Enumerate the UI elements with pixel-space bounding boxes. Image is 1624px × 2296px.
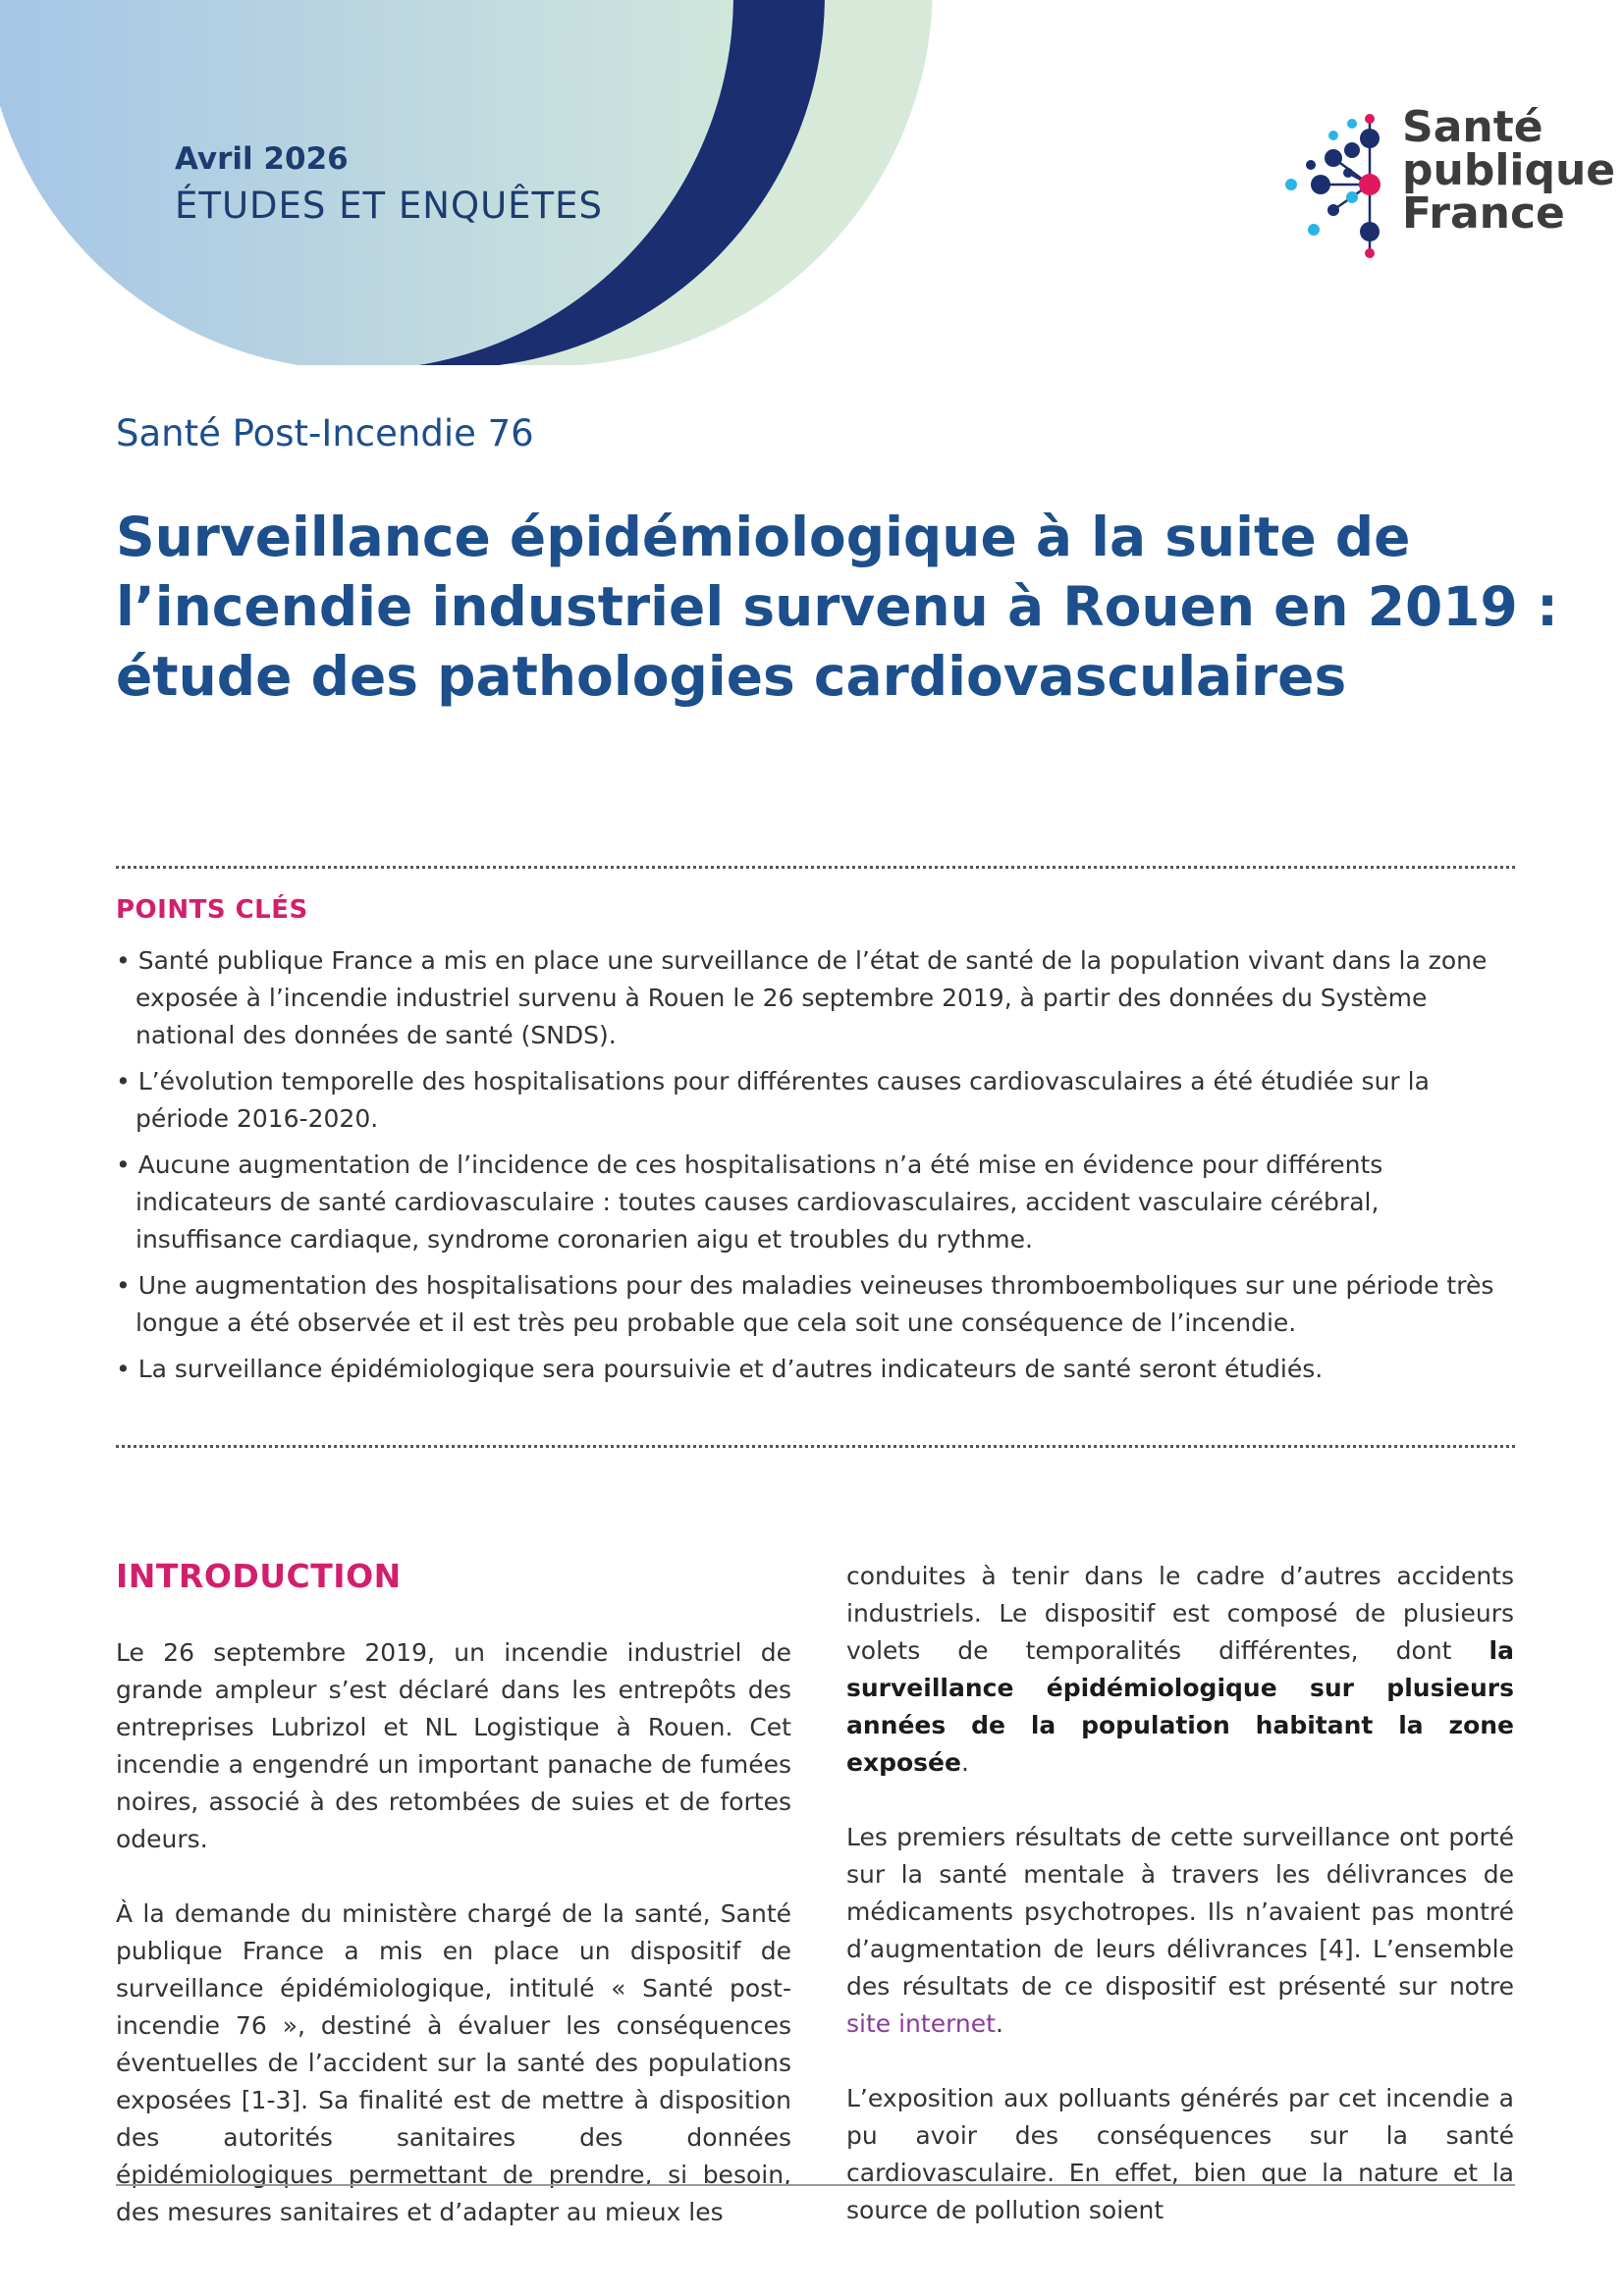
logo-wordmark: [1402, 102, 1616, 239]
intro-p3-end: .: [960, 1748, 969, 1777]
series-title: Santé Post-Incendie 76: [116, 412, 534, 454]
key-points-top-divider: [116, 866, 1515, 869]
introduction-heading: INTRODUCTION: [116, 1557, 402, 1595]
intro-paragraph-4: [846, 1819, 1514, 2043]
intro-p4-text: Les premiers résultats de cette surveillance ont porté sur la santé mentale à travers les délivrances de médicaments psychotropes. Ils n’avaient pas montré d’augmentation de leurs délivrances [4]. L’ensemble des résultats de ce dispositif est présenté sur notre: [846, 1823, 1514, 2001]
key-points-bottom-divider: [116, 1445, 1515, 1448]
logo-line-3: France: [1402, 188, 1565, 239]
title-line-1: Surveillance épidémiologique à la suite de: [116, 506, 1411, 568]
page-title: [116, 503, 1558, 712]
logo-line-1: Santé: [1402, 102, 1543, 152]
intro-paragraph-3: [846, 1558, 1514, 1782]
key-point-item: • L’évolution temporelle des hospitalisations pour différentes causes cardiovasculaires a été étudiée sur la période 2016-2020.: [116, 1063, 1525, 1138]
website-link[interactable]: site internet: [846, 2009, 996, 2038]
title-line-3: étude des pathologies cardiovasculaires: [116, 645, 1347, 708]
network-dots-icon: [1276, 104, 1414, 271]
key-point-item: • Une augmentation des hospitalisations pour des maladies veineuses thromboemboliques sur une période très longue a été observée et il est très peu probable que cela soit une conséquence de l’incendie.: [116, 1267, 1525, 1342]
intro-p3-emphasis: la surveillance épidémiologique sur plusieurs années de la population habitant la zone exposée: [846, 1636, 1514, 1777]
introduction-left-column: [116, 1634, 791, 2269]
key-points-list: [116, 942, 1525, 1397]
footer-divider: [116, 2184, 1515, 2186]
key-point-item: • Santé publique France a mis en place une surveillance de l’état de santé de la population vivant dans la zone exposée à l’incendie industriel survenu à Rouen le 26 septembre 2019, à partir des données du Système national des données de santé (SNDS).: [116, 942, 1525, 1054]
intro-paragraph-5: L’exposition aux polluants générés par cet incendie a pu avoir des conséquences sur la santé cardiovasculaire. En effet, bien que la nature et la source de pollution soient: [846, 2084, 1514, 2224]
introduction-right-column: [846, 1558, 1514, 2267]
intro-paragraph-1: Le 26 septembre 2019, un incendie industriel de grande ampleur s’est déclaré dans les entrepôts des entreprises Lubrizol et NL Logistique à Rouen. Cet incendie a engendré un important panache de fumées noires, associé à des retombées de suies et de fortes odeurs.: [116, 1638, 791, 1853]
intro-p4-end: .: [995, 2009, 1003, 2038]
logo-line-2: publique: [1402, 145, 1616, 195]
key-point-item: • La surveillance épidémiologique sera poursuivie et d’autres indicateurs de santé seront étudiés.: [116, 1351, 1525, 1388]
title-line-2: l’incendie industriel survenu à Rouen en 2019 :: [116, 575, 1558, 638]
intro-p3-text: conduites à tenir dans le cadre d’autres accidents industriels. Le dispositif est composé de plusieurs volets de temporalités différentes, dont: [846, 1562, 1514, 1665]
key-points-heading: POINTS CLÉS: [116, 895, 308, 925]
intro-paragraph-2: À la demande du ministère chargé de la santé, Santé publique France a mis en place un dispositif de surveillance épidémiologique, intitulé « Santé post-incendie 76 », destiné à évaluer les conséquences éventuelles de l’accident sur la santé des populations exposées [1-3]. Sa finalité est de mettre à disposition des autorités sanitaires des données épidémiologiques permettant de prendre, si besoin, des mesures sanitaires et d’adapter au mieux les: [116, 1899, 791, 2226]
publication-category: ÉTUDES ET ENQUÊTES: [175, 185, 604, 227]
publication-date: Avril 2026: [175, 141, 349, 177]
key-point-item: • Aucune augmentation de l’incidence de ces hospitalisations n’a été mise en évidence pour différents indicateurs de santé cardiovasculaire : toutes causes cardiovasculaires, accident vasculaire cérébral, insuffisance cardiaque, syndrome coronarien aigu et troubles du rythme.: [116, 1147, 1525, 1258]
